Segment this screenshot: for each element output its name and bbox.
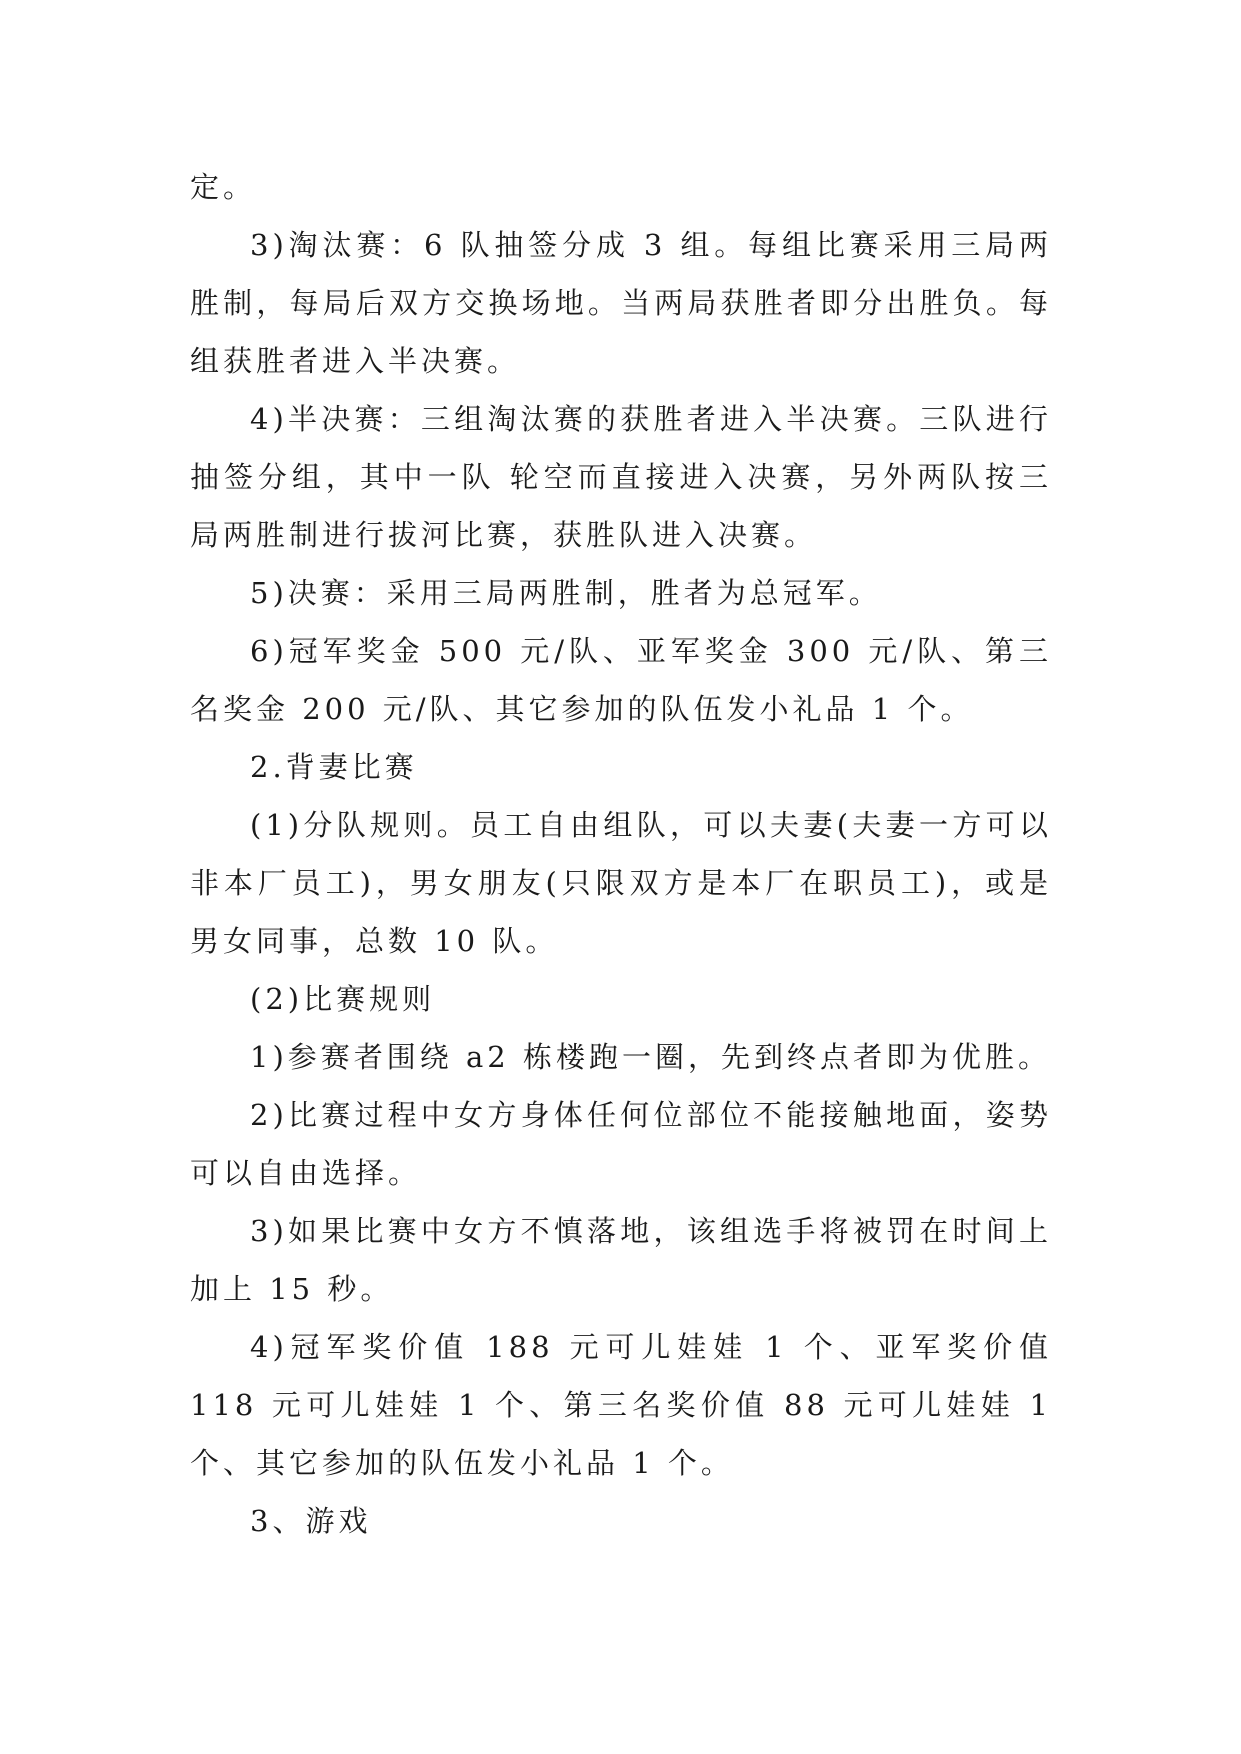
paragraph-team-rules: (1)分队规则。员工自由组队，可以夫妻(夫妻一方可以非本厂员工)，男女朋友(只限双方是本厂在职员工)，或是男女同事，总数 10 队。 <box>190 808 1052 958</box>
paragraph-knockout-round: 3)淘汰赛：6 队抽签分成 3 组。每组比赛采用三局两胜制，每局后双方交换场地。当两局获胜者即分出胜负。每组获胜者进入半决赛。 <box>190 228 1052 378</box>
section-heading-games: 3、游戏 <box>250 1504 372 1538</box>
paragraph-prizes: 6)冠军奖金 500 元/队、亚军奖金 300 元/队、第三名奖金 200 元/队、其它参加的队伍发小礼品 1 个。 <box>190 634 1052 726</box>
paragraph-semifinal: 4)半决赛：三组淘汰赛的获胜者进入半决赛。三队进行抽签分组，其中一队 轮空而直接进入决赛，另外两队按三局两胜制进行拔河比赛，获胜队进入决赛。 <box>190 402 1052 552</box>
document-body <box>190 158 1052 1550</box>
subheading-competition-rules: (2)比赛规则 <box>250 982 436 1016</box>
paragraph-rule-2: 2)比赛过程中女方身体任何位部位不能接触地面，姿势可以自由选择。 <box>190 1098 1052 1190</box>
paragraph-rule-3: 3)如果比赛中女方不慎落地，该组选手将被罚在时间上加上 15 秒。 <box>190 1214 1052 1306</box>
paragraph-final: 5)决赛：采用三局两胜制，胜者为总冠军。 <box>250 576 882 610</box>
paragraph-rule-1: 1)参赛者围绕 a2 栋楼跑一圈，先到终点者即为优胜。 <box>250 1040 1051 1074</box>
section-heading-wife-carrying: 2.背妻比赛 <box>250 750 418 784</box>
paragraph-continuation: 定。 <box>190 170 257 204</box>
paragraph-rule-4-prizes: 4)冠军奖价值 188 元可儿娃娃 1 个、亚军奖价值 118 元可儿娃娃 1 个、第三名奖价值 88 元可儿娃娃 1 个、其它参加的队伍发小礼品 1 个。 <box>190 1330 1052 1480</box>
